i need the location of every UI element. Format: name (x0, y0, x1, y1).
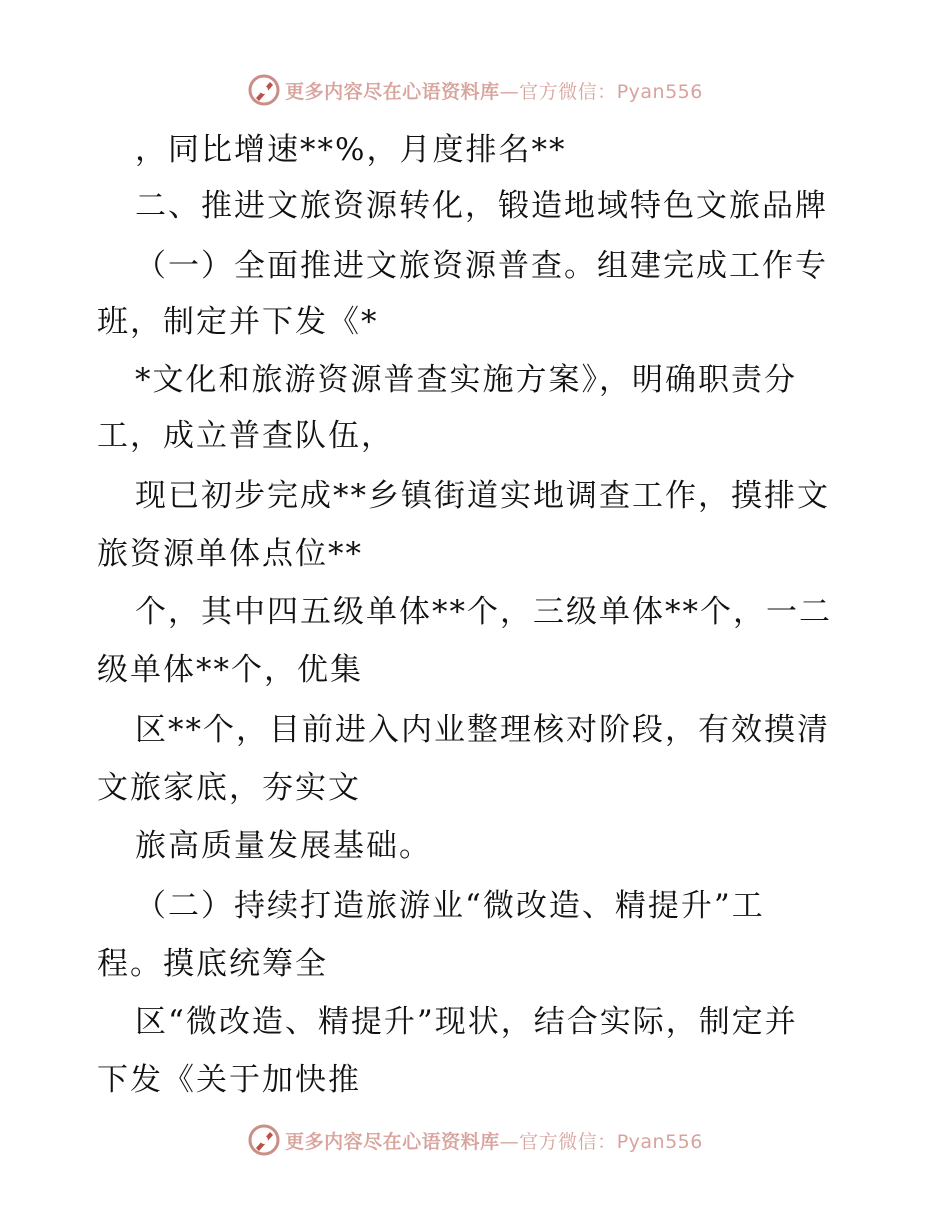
watermark-text-part2: —官方微信： (499, 80, 617, 103)
text-line: 区“微改造、精提升”现状，结合实际，制定并 (135, 1004, 798, 1040)
text-line: （一）全面推进文旅资源普查。组建完成工作专 (135, 248, 828, 284)
watermark-footer (0, 1120, 950, 1160)
watermark-header (0, 70, 950, 110)
text-line: 旅高质量发展基础。 (135, 828, 432, 864)
text-line: 二、推进文旅资源转化，锻造地域特色文旅品牌 (135, 188, 828, 224)
pen-circle-logo-icon (247, 73, 281, 107)
watermark-text-part1: 更多内容尽在心语资料库 (285, 80, 500, 103)
text-line: ，同比增速**%，月度排名** (135, 132, 567, 168)
text-line: 级单体**个，优集 (97, 652, 363, 688)
text-line: 程。摸底统筹全 (97, 946, 328, 982)
watermark-text-part3: Pyan556 (616, 80, 703, 103)
text-line: 下发《关于加快推 (97, 1062, 361, 1098)
watermark-text-part3: Pyan556 (616, 1130, 703, 1153)
text-line: *文化和旅游资源普查实施方案》，明确职责分 (135, 362, 797, 398)
text-line: 班，制定并下发《* (97, 304, 379, 340)
text-line: 区**个，目前进入内业整理核对阶段，有效摸清 (135, 712, 830, 748)
watermark-text (285, 77, 703, 104)
text-line: 工，成立普查队伍， (97, 418, 394, 454)
watermark-text (285, 1127, 703, 1154)
text-line: 文旅家底，夯实文 (97, 770, 361, 806)
watermark-text-part1: 更多内容尽在心语资料库 (285, 1130, 500, 1153)
text-line: 旅资源单体点位** (97, 536, 363, 572)
pen-circle-logo-icon (247, 1123, 281, 1157)
watermark-text-part2: —官方微信： (499, 1130, 617, 1153)
text-line: （二）持续打造旅游业“微改造、精提升”工 (135, 888, 765, 924)
text-line: 个，其中四五级单体**个，三级单体**个，一二 (135, 594, 832, 630)
text-line: 现已初步完成**乡镇街道实地调查工作，摸排文 (135, 478, 830, 514)
